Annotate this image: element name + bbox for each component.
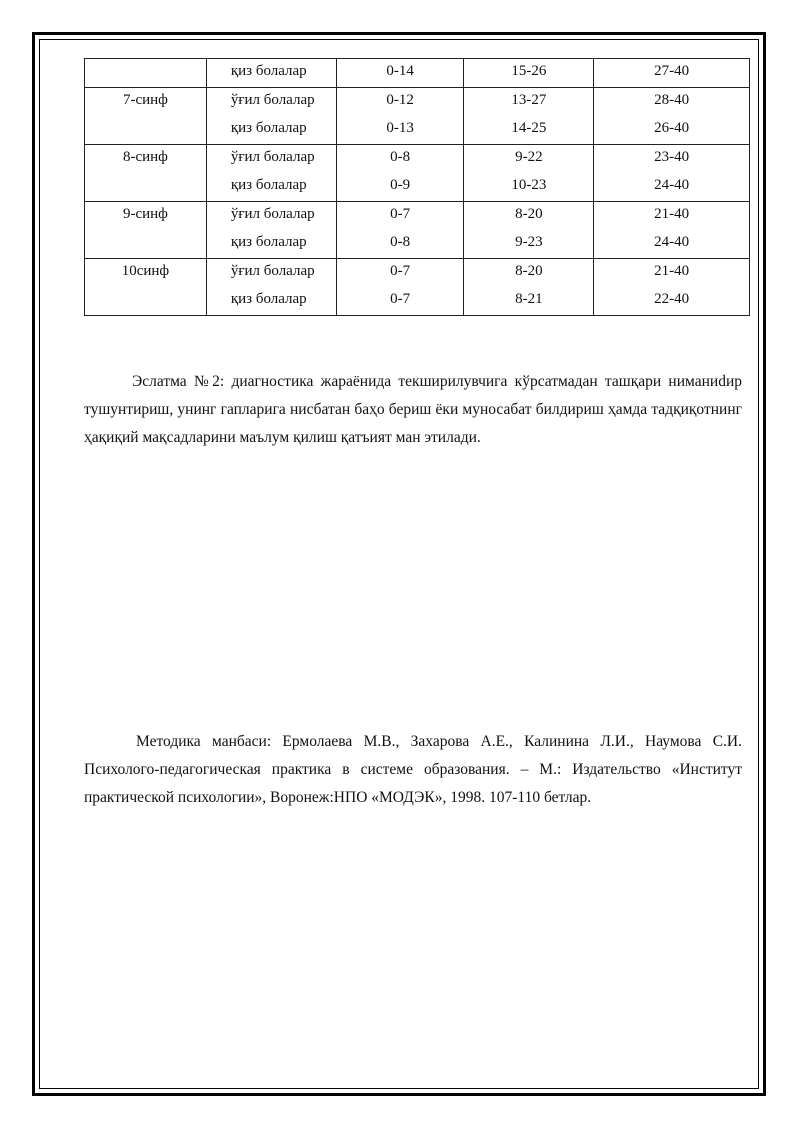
high-range-cell: 27-40 [654, 63, 690, 79]
gender-cell: қиз болалар [230, 63, 307, 79]
grade-cell [85, 230, 206, 258]
low-range-cell: 0-7 [390, 206, 411, 222]
mid-range-cell: 14-25 [511, 120, 547, 136]
high-range-cell: 22-40 [654, 291, 690, 307]
high-range-cell: 23-40 [654, 149, 690, 165]
gender-cell: қиз болалар [230, 177, 307, 193]
high-range-cell: 26-40 [654, 120, 690, 136]
high-range-cell: 21-40 [654, 206, 690, 222]
table-row [85, 173, 750, 202]
table-row [85, 116, 750, 145]
mid-range-cell: 13-27 [511, 92, 547, 108]
table-row [85, 145, 750, 174]
gender-cell: ўғил болалар [230, 263, 315, 279]
gender-cell: қиз болалар [230, 291, 307, 307]
grade-cell: 10синф [121, 263, 170, 279]
table-row [85, 259, 750, 288]
mid-range-cell: 10-23 [511, 177, 547, 193]
gender-cell: қиз болалар [230, 120, 307, 136]
low-range-cell: 0-9 [390, 177, 411, 193]
mid-range-cell: 9-23 [515, 234, 543, 250]
low-range-cell: 0-8 [390, 234, 411, 250]
norms-table [84, 58, 750, 316]
low-range-cell: 0-7 [390, 291, 411, 307]
table-row [85, 287, 750, 316]
table-row [85, 230, 750, 259]
source-paragraph: Методика манбаси: Ермолаева М.В., Захарова А.Е., Калинина Л.И., Наумова С.И. Психолого-педагогическая практика в системе образования. – М.: Издательство «Институт практической психологии», Воронеж:НПО «МОДЭК», 1998. 107-110 бетлар. [84, 733, 742, 806]
note-paragraph: Эслатма №2: диагностика жараёнида текширилувчига кўрсатмадан ташқари ниманиdир тушунтириш, унинг гапларига нисбатан баҳо бериш ёки муносабат билдириш ҳамда тадқиқотнинг ҳақиқий мақсадларини маълум қилиш қатъият ман этилади. [84, 373, 742, 446]
grade-cell [85, 287, 206, 315]
grade-cell [85, 59, 206, 87]
high-range-cell: 24-40 [654, 177, 690, 193]
table-row [85, 88, 750, 117]
low-range-cell: 0-13 [386, 120, 414, 136]
mid-range-cell: 15-26 [511, 63, 547, 79]
grade-cell: 8-синф [122, 149, 168, 165]
mid-range-cell: 8-20 [515, 206, 543, 222]
low-range-cell: 0-12 [386, 92, 414, 108]
grade-cell [85, 116, 206, 144]
mid-range-cell: 9-22 [515, 149, 543, 165]
gender-cell: ўғил болалар [230, 149, 315, 165]
table-row [85, 202, 750, 231]
mid-range-cell: 8-21 [515, 291, 543, 307]
low-range-cell: 0-14 [386, 63, 414, 79]
high-range-cell: 21-40 [654, 263, 690, 279]
gender-cell: ўғил болалар [230, 92, 315, 108]
mid-range-cell: 8-20 [515, 263, 543, 279]
grade-cell [85, 173, 206, 201]
high-range-cell: 24-40 [654, 234, 690, 250]
grade-cell: 7-синф [122, 92, 168, 108]
gender-cell: қиз болалар [230, 234, 307, 250]
low-range-cell: 0-7 [390, 263, 411, 279]
high-range-cell: 28-40 [654, 92, 690, 108]
gender-cell: ўғил болалар [230, 206, 315, 222]
low-range-cell: 0-8 [390, 149, 411, 165]
grade-cell: 9-синф [122, 206, 168, 222]
table-row [85, 59, 750, 88]
